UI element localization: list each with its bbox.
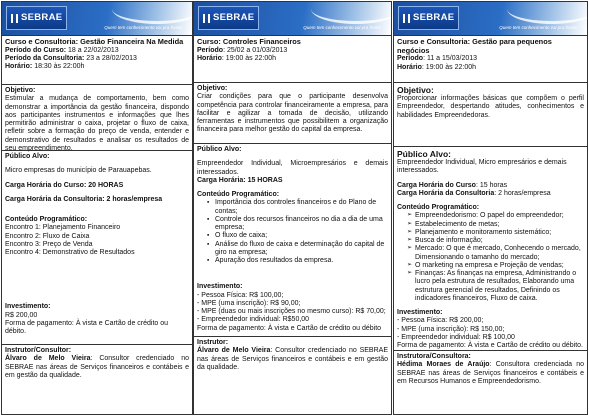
objective-section xyxy=(2,85,192,151)
instructor-section xyxy=(2,345,192,382)
payment-text: Forma de pagamento: À vista e Cartão de crédito ou débito. xyxy=(397,342,583,350)
course-title: Curso: Controles Financeiros xyxy=(197,37,301,46)
course-title: Curso e Consultoria: Gestão Financeira Na Medida xyxy=(5,37,184,46)
sebrae-logo: SEBRAE xyxy=(198,6,259,30)
course-hours: Carga Horária: 15 HORAS xyxy=(197,176,283,184)
course-schedule: Horário: 18:30 às 22:00h xyxy=(5,63,85,71)
investment-line: - Empreendedor individual: R$ 100,00 xyxy=(397,333,515,341)
investment-line: - MPE (uma inscrição): R$ 90,00; xyxy=(197,299,301,307)
content-item: ➢ Planejamento e monitoramento sistemático; xyxy=(407,229,584,237)
course-schedule: Horário: 19:00 às 22:00h xyxy=(197,54,277,62)
course-card-controles-financeiros xyxy=(193,1,392,415)
course-header xyxy=(394,36,587,83)
investment-value: R$ 200,00 xyxy=(5,311,38,319)
content-item: Encontro 4: Demonstrativo de Resultados xyxy=(5,249,135,256)
audience-label: Público Alvo: xyxy=(5,153,50,160)
instructor-text: Álvaro de Melo Vieira: Consultor credenciado no SEBRAE nas áreas de Serviços financeiros e contábeis e em gestão da qualidade. xyxy=(5,355,189,379)
sebrae-banner xyxy=(394,2,587,36)
investment-line: - Pessoa Física: R$ 100,00; xyxy=(197,291,284,299)
investment-line: - Pessoa Física: R$ 200,00; xyxy=(397,317,484,325)
objective-section xyxy=(394,83,587,147)
consulting-period: Período da Consultoria: 23 a 28/02/2013 xyxy=(5,54,137,62)
banner-swoosh xyxy=(311,2,391,24)
objective-text: Proporcionar informações básicas que compõem o perfil Empreendedor, despertando atitudes, conhecimentos e habilidades Empreendedoras. xyxy=(397,95,584,119)
instructor-section xyxy=(194,337,391,374)
payment-text: Forma de pagamento: À vista e Cartão de crédito ou débito. xyxy=(5,319,169,335)
content-item: Encontro 3: Preço de Venda xyxy=(5,240,93,248)
instructor-label: Instrutora/Consultora: xyxy=(397,353,471,360)
banner-swoosh xyxy=(507,2,587,24)
investment-label: Investimento: xyxy=(5,303,51,311)
course-hours: Carga Horária do Curso: 15 horas xyxy=(397,181,508,189)
content-label: Conteúdo Programático: xyxy=(397,204,480,212)
investment-label: Investimento: xyxy=(397,309,443,317)
course-title: Curso e Consultoria: Gestão para pequenos negócios xyxy=(397,37,552,55)
content-label: Conteúdo Programático: xyxy=(197,191,280,198)
content-item: ➢ Empreendedorismo: O papel do empreendedor; xyxy=(407,212,584,220)
audience-text: Empreendedor Individual, Microempresários e demais interessados. xyxy=(197,160,388,176)
course-schedule: Horário: 19:00 às 22:00h xyxy=(397,63,477,71)
investment-line: - MPE (uma inscrição): R$ 150,00; xyxy=(397,325,505,333)
content-list xyxy=(197,199,388,265)
investment-line: - Empreendedor individual: R$50,00 xyxy=(197,316,310,324)
sebrae-slogan: Quem tem conhecimento vai pra frente xyxy=(499,25,577,31)
sebrae-logo: SEBRAE xyxy=(6,6,67,30)
objective-text: Criar condições para que o participante desenvolva competência para controlar financeiramente a empresa, para facilitar e agilizar a tomada de decisão, utilizando ferramentas e instrumentos que possibilitem a organização financeira para melhor gestão do capital da empresa. xyxy=(197,93,388,134)
content-item: ➢ O marketing na empresa e Projeção de vendas; xyxy=(407,262,584,270)
content-item: Encontro 1: Planejamento Financeiro xyxy=(5,224,121,232)
program-section xyxy=(394,147,587,351)
content-item: ➢ Estabelecimento de metas; xyxy=(407,221,584,229)
content-list xyxy=(397,212,584,303)
course-period: Período: 25/02 a 01/03/2013 xyxy=(197,46,288,54)
logo-mark-icon xyxy=(403,14,410,23)
logo-mark-icon xyxy=(11,14,18,23)
content-item: ▪ O fluxo de caixa; xyxy=(207,232,388,240)
banner-swoosh xyxy=(112,2,192,24)
sebrae-banner xyxy=(2,2,192,36)
investment-label: Investimento: xyxy=(197,283,243,291)
objective-label: Objetivo: xyxy=(197,85,228,92)
course-card-gestao-financeira xyxy=(1,1,193,415)
audience-label: Público Alvo: xyxy=(397,149,452,159)
program-section xyxy=(194,144,391,337)
content-item: ▪ Apuração dos resultados da empresa. xyxy=(207,257,388,265)
course-header xyxy=(2,36,192,85)
logo-mark-icon xyxy=(203,14,210,23)
sebrae-slogan: Quem tem conhecimento vai pra frente xyxy=(104,25,182,31)
investment-line: - MPE (duas ou mais inscrições no mesmo curso): R$ 70,00; xyxy=(197,308,386,315)
course-card-pequenos-negocios xyxy=(393,1,588,415)
consulting-hours: Carga Horária da Consultoria: 2 horas/empresa xyxy=(5,195,163,203)
objective-text: Estimular a mudança de comportamento, bem como demonstrar a importância da gestão financeira, dispondo aos participantes instrumentos e informações que lhes permitirão administrar o caixa, projetar o fluxo de caixa, refletir sobre a formação do preço de venda, entender e demonstrativo de resultados e analisar os resultados de seu empreendimento. xyxy=(5,95,189,152)
audience-text: Micro empresas do município de Parauapebas. xyxy=(5,167,152,175)
content-item: ➢ Mercado: O que é mercado, Conhecendo o mercado, Dimensionando o tamanho do mercado; xyxy=(407,245,584,262)
content-item: ➢ Finanças: As finanças na empresa, Administrando o lucro pela estrutura de resultados, Elaborando uma estrutura gerencial de resultados, Definindo os indicadores financeiros, Fluxo de caixa. xyxy=(407,270,584,303)
content-item: Encontro 2: Fluxo de Caixa xyxy=(5,232,90,240)
content-item: ▪ Importância dos controles financeiros e do Plano de contas; xyxy=(207,199,388,216)
course-hours: Carga Horária do Curso: 20 HORAS xyxy=(5,181,124,189)
instructor-label: Instrutor: xyxy=(197,339,229,346)
objective-section xyxy=(194,83,391,144)
payment-text: Forma de pagamento: À vista e Cartão de crédito ou débito xyxy=(197,324,382,332)
audience-text: Empreendedor Individual, Micro empresários e demais interessados. xyxy=(397,159,567,175)
content-item: ▪ Análise do fluxo de caixa e determinação do capital de giro na empresa; xyxy=(207,241,388,258)
sebrae-slogan: Quem tem conhecimento vai pra frente xyxy=(303,25,381,31)
content-item: ➢ Busca de informação; xyxy=(407,237,584,245)
instructor-text: Álvaro de Melo Vieira: Consultor credenciado no SEBRAE nas áreas de Serviços financeiros e contábeis e em gestão da qualidade. xyxy=(197,347,388,371)
objective-label: Objetivo: xyxy=(397,85,434,95)
content-item: ▪ Controle dos recursos financeiros no dia a dia de uma empresa; xyxy=(207,216,388,233)
sebrae-logo: SEBRAE xyxy=(398,6,459,30)
instructor-label: Instrutor/Consultor: xyxy=(5,347,72,354)
sebrae-banner xyxy=(194,2,391,36)
audience-label: Público Alvo: xyxy=(197,146,242,153)
objective-label: Objetivo: xyxy=(5,87,36,94)
course-header xyxy=(194,36,391,83)
content-label: Conteúdo Programático: xyxy=(5,216,88,223)
instructor-section xyxy=(394,351,587,388)
program-section xyxy=(2,151,192,345)
course-period: Período do Curso: 18 a 22/02/2013 xyxy=(5,46,119,54)
instructor-text: Hédima Moraes de Araújo: Consultora credenciada no SEBRAE nas áreas de Serviços financeiros e contábeis e em Recursos Humanos e Empreendedorismo. xyxy=(397,361,584,385)
course-period: Período: 11 a 15/03/2013 xyxy=(397,55,478,63)
consulting-hours: Carga Horária da Consultoria: 2 horas/empresa xyxy=(397,189,551,197)
